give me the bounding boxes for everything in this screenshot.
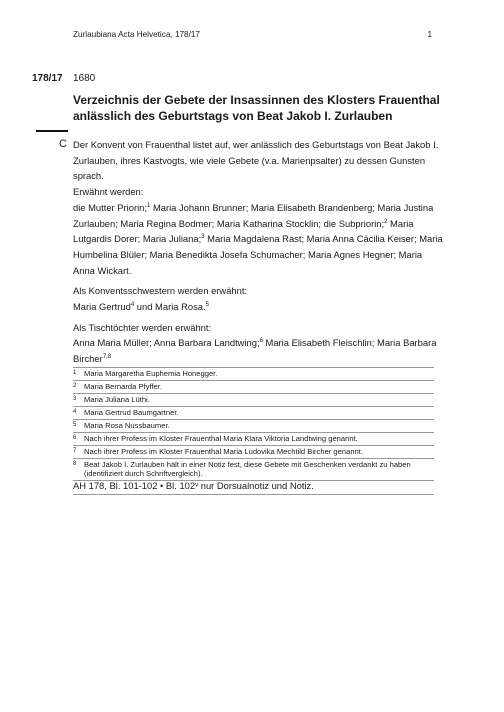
source-reference: AH 178, Bl. 101-102 • Bl. 102ᵛ nur Dorsualnotiz und Notiz. xyxy=(73,480,314,491)
footnote-ref: 7,8 xyxy=(102,354,112,361)
sisters-paragraph: Maria Gertrud$^4$ und Maria Rosa.$^5$ xyxy=(73,301,209,313)
section-rule xyxy=(36,130,68,132)
table-daughters-label: Als Tischtöchter werden erwähnt: xyxy=(73,321,212,333)
footnote: 2 Maria Bernarda Pfyffer. xyxy=(73,380,434,393)
journal-title: Zurlaubiana Acta Helvetica, 178/17 xyxy=(73,30,200,39)
footnotes xyxy=(73,367,434,481)
document-year: 1680 xyxy=(73,73,96,84)
footnote-ref: 4 xyxy=(130,302,135,309)
page-number: 1 xyxy=(427,30,432,39)
footnote: 3 Maria Juliana Lüthi. xyxy=(73,393,434,406)
table-daughters-paragraph: Anna Maria Müller; Anna Barbara Landtwing;$^6$ Maria Elisabeth Fleischlin; Maria Barbara Bircher$^{7,8}$ xyxy=(73,337,437,365)
footnote: 7 Nach ihrer Profess im Kloster Frauenthal Maria Ludovika Mechtild Bircher genannt. xyxy=(73,445,434,458)
footnote: 8 Beat Jakob I. Zurlauben hält in einer Notiz fest, diese Gebete mit Geschenken verdankt zu haben (identifiziert durch Schriftvergleich). xyxy=(73,458,434,481)
document-number: 178/17 xyxy=(32,73,63,84)
footnote-ref: 6 xyxy=(259,338,263,345)
sisters-label: Als Konventsschwestern werden erwähnt: xyxy=(73,285,248,297)
footnote-ref: 5 xyxy=(205,302,209,309)
footnote: 4 Maria Gertrud Baumgartner. xyxy=(73,406,434,419)
copy-marker: C xyxy=(59,138,67,150)
document-body xyxy=(73,137,445,367)
intro-paragraph: Der Konvent von Frauenthal listet auf, wer anlässlich des Geburtstags von Beat Jakob I. Zurlauben, ihres Kastvogts, wie viele Gebete (v.a. Marienpsalter) zu dessen Gunsten sprach. xyxy=(73,139,439,182)
persons-paragraph: die Mutter Priorin;$^1$ Maria Johann Brunner; Maria Elisabeth Brandenberg; Maria Justina Zurlauben; Maria Regina Bodmer; Maria Katharina Stocklin; die Subpriorin;$^2$ Maria Lutgardis Dorer; Maria Juliana;$^3$ Maria Magdalena Rast; Maria Anna Cäcilia Keiser; Maria Humbelina Blüler; Maria Benedikta Josefa Schumacher; Maria Agnes Hegner; Maria Anna Wickart. xyxy=(73,201,443,276)
footnote-ref: 1 xyxy=(146,202,151,209)
footnote: 6 Nach ihrer Profess im Kloster Frauenthal Maria Klara Viktoria Landtwing genannt. xyxy=(73,432,434,445)
source-rule xyxy=(73,494,434,495)
mentioned-label: Erwähnt werden: xyxy=(73,186,144,198)
footnote-ref: 3 xyxy=(201,234,205,241)
footnote: 1 Maria Margaretha Euphemia Honegger. xyxy=(73,367,434,380)
footnote-ref: 2 xyxy=(384,218,388,225)
document-title: Verzeichnis der Gebete der Insassinnen des Klosters Frauenthal anlässlich des Geburtstags von Beat Jakob I. Zurlauben xyxy=(73,93,440,123)
running-header xyxy=(73,30,432,39)
footnote: 5 Maria Rosa Nussbaumer. xyxy=(73,419,434,432)
